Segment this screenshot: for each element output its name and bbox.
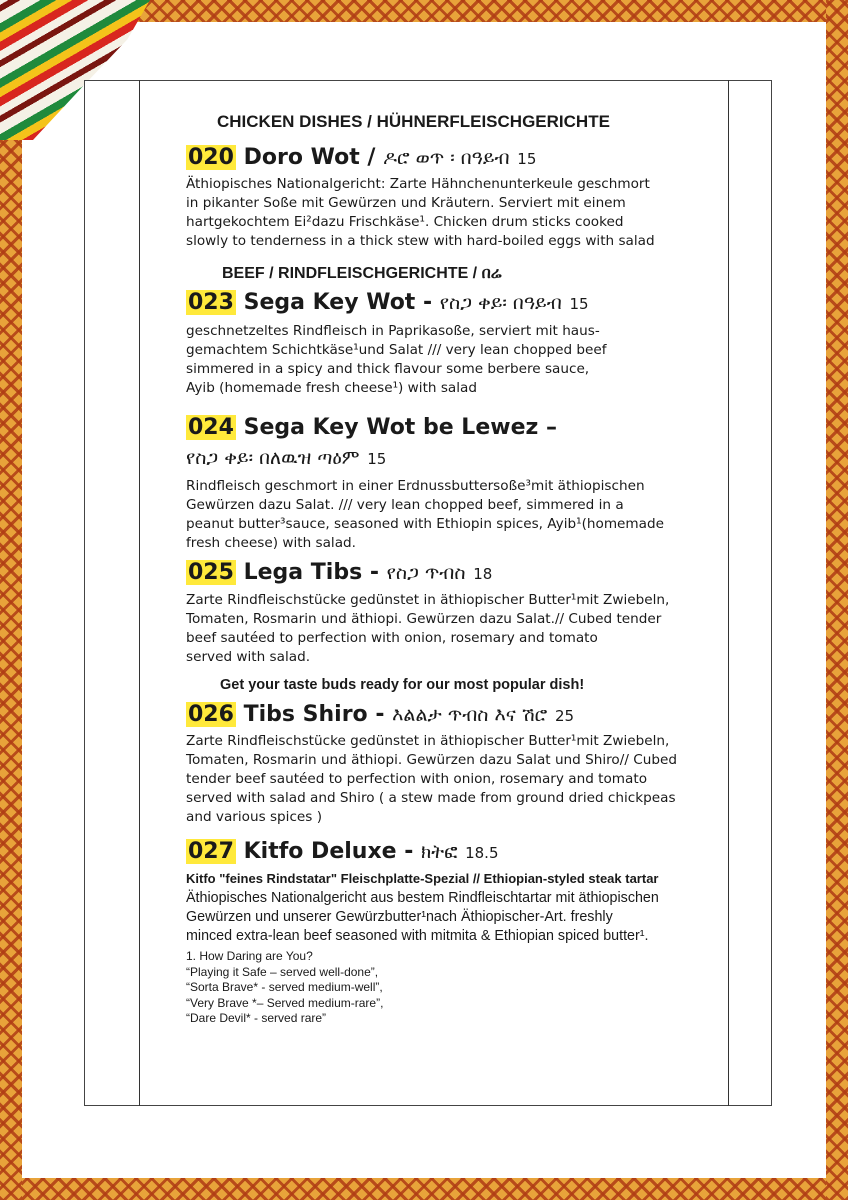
doneness-options [186, 949, 726, 1027]
dish-number: 023 [188, 290, 234, 315]
section-title-beef: BEEF / RINDFLEISCHGERICHTE / በሬ [222, 265, 502, 282]
doneness-line: “Dare Devil* - served rare” [186, 1011, 327, 1025]
dish-description-line: Gewürzen dazu Salat. /// very lean chopped beef, simmered in a [186, 497, 624, 513]
dish-description-line: Gewürzen und unserer Gewürzbutter¹nach Äthiopischer-Art. freshly [186, 909, 613, 925]
dish-description-line: in pikanter Soße mit Gewürzen und Kräutern. Serviert mit einem [186, 195, 626, 211]
dish-heading [186, 144, 726, 173]
dish-number: 024 [188, 415, 234, 440]
dish-price: 18 [473, 565, 493, 583]
dish-number: 020 [188, 145, 234, 170]
dish-number: 025 [188, 560, 234, 585]
decorative-border-right [826, 0, 848, 1200]
dish-description-line: served with salad. [186, 649, 311, 665]
dish-price: 15 [517, 150, 537, 168]
promo-text: Get your taste buds ready for our most popular dish! [220, 677, 585, 693]
dish-name: Lega Tibs - [243, 560, 387, 585]
dish-name-amharic: ክትፎ [421, 841, 458, 863]
dish-heading-line2 [186, 444, 726, 473]
dish-price: 25 [554, 707, 575, 725]
frame-line-left [139, 80, 140, 1106]
section-title-chicken: CHICKEN DISHES / HÜHNERFLEISCHGERICHTE [217, 112, 610, 131]
dish-heading [186, 289, 726, 318]
dish-description-line: fresh cheese) with salad. [186, 535, 356, 551]
dish-026 [186, 701, 726, 827]
frame-line-right [728, 80, 729, 1106]
dish-name-amharic: የስጋ ቀይ፡ በዓይብ [439, 292, 562, 314]
dish-name: Tibs Shiro - [243, 702, 393, 727]
dish-description-line: beef sautéed to perfection with onion, rosemary and tomato [186, 630, 598, 646]
dish-name-amharic: የስጋ ጥብስ [386, 562, 466, 584]
doneness-line: “Very Brave *– Served medium-rare”, [186, 995, 384, 1010]
dish-description-line: Tomaten, Rosmarin und äthiopi. Gewürzen dazu Salat und Shiro// Cubed [186, 752, 677, 768]
dish-description-line: Zarte Rindfleischstücke gedünstet in äthiopischer Butter¹mit Zwiebeln, [186, 733, 670, 749]
dish-price: 18.5 [465, 844, 499, 862]
decorative-border-bottom [0, 1178, 848, 1200]
dish-description-line: geschnetzeltes Rindfleisch in Paprikasoße, serviert mit haus- [186, 323, 600, 339]
menu-content [186, 112, 726, 1027]
dish-description-line: and various spices ) [186, 809, 323, 825]
dish-description-line: Äthiopisches Nationalgericht: Zarte Hähnchenunterkeule geschmort [186, 176, 650, 192]
dish-name-amharic: እልልታ ጥብስ እና ሽሮ [392, 704, 548, 726]
dish-heading [186, 559, 726, 588]
dish-description-line: Ayib (homemade fresh cheese¹) with salad [186, 380, 477, 396]
dish-description-line: tender beef sautéed to perfection with onion, rosemary and tomato [186, 771, 648, 787]
decorative-border-left [0, 0, 22, 1200]
doneness-line: “Playing it Safe – served well-done”, [186, 964, 379, 979]
dish-description-line: Äthiopisches Nationalgericht aus bestem Rindfleischtartar mit äthiopischen [186, 890, 659, 906]
dish-description-line: Zarte Rindfleischstücke gedünstet in äthiopischer Butter¹mit Zwiebeln, [186, 592, 670, 608]
dish-name: Kitfo Deluxe - [243, 839, 422, 864]
dish-price: 15 [569, 295, 589, 313]
dish-024 [186, 414, 726, 553]
dish-description-line: slowly to tenderness in a thick stew with hard-boiled eggs with salad [186, 233, 655, 249]
dish-name: Sega Key Wot be Lewez – [243, 415, 557, 440]
dish-name-amharic: ዶሮ ወጥ ፡ በዓይብ [383, 147, 510, 169]
dish-heading [186, 414, 726, 442]
dish-description-line: peanut butter³sauce, seasoned with Ethiopin spices, Ayib¹(homemade [186, 516, 664, 532]
dish-description-line: served with salad and Shiro ( a stew made from ground dried chickpeas [186, 790, 676, 806]
dish-description-line: simmered in a spicy and thick flavour some berbere sauce, [186, 361, 590, 377]
doneness-line: 1. How Daring are You? [186, 949, 313, 963]
dish-description-line: gemachtem Schichtkäse¹und Salat /// very lean chopped beef [186, 342, 607, 358]
dish-027 [186, 838, 726, 1027]
dish-description-line: Rindfleisch geschmort in einer Erdnussbuttersoße³mit äthiopischen [186, 478, 645, 494]
dish-name: Doro Wot / [243, 145, 384, 170]
dish-020 [186, 144, 726, 251]
dish-number: 027 [188, 839, 234, 864]
dish-price: 15 [367, 450, 387, 468]
dish-name-amharic: የስጋ ቀይ፡ በለዉዝ ጣዕም [186, 447, 360, 469]
dish-heading [186, 701, 726, 730]
dish-number: 026 [188, 702, 234, 727]
dish-description-line: hartgekochtem Ei²dazu Frischkäse¹. Chicken drum sticks cooked [186, 214, 624, 230]
dish-description-line: Tomaten, Rosmarin und äthiopi. Gewürzen dazu Salat.// Cubed tender [186, 611, 662, 627]
dish-025 [186, 559, 726, 667]
doneness-line: “Sorta Brave* - served medium-well”, [186, 980, 383, 994]
dish-023 [186, 289, 726, 398]
dish-heading [186, 838, 726, 867]
dish-name: Sega Key Wot - [243, 290, 440, 315]
dish-subtitle: Kitfo "feines Rindstatar" Fleischplatte-Spezial // Ethiopian-styled steak tartar [186, 871, 659, 886]
dish-description-line: minced extra-lean beef seasoned with mitmita & Ethiopian spiced butter¹. [186, 928, 649, 944]
